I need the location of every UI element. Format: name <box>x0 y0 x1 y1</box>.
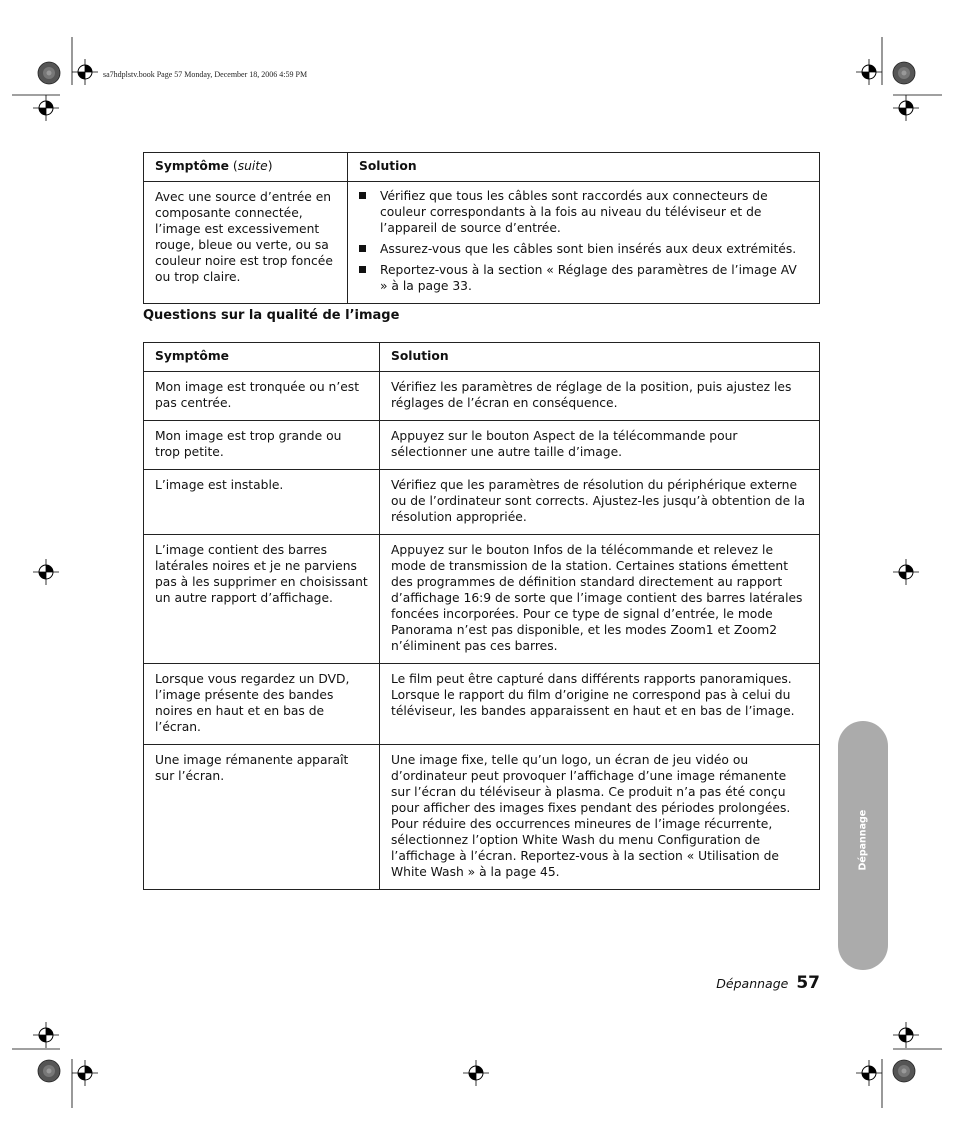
symptom-cell: Mon image est trop grande ou trop petite. <box>144 421 380 470</box>
table-header-row <box>144 343 820 372</box>
crosshair-icon <box>893 95 919 121</box>
image-quality-table <box>143 342 820 890</box>
solution-cell: Vérifiez que les paramètres de résolution du périphérique externe ou de l’ordinateur sont corrects. Ajustez-les jusqu’à obtention de la résolution appropriée. <box>380 470 820 535</box>
registration-disc-icon <box>38 1060 60 1082</box>
solution-cell: Appuyez sur le bouton Aspect de la télécommande pour sélectionner une autre taille d’image. <box>380 421 820 470</box>
symptom-cell: Une image rémanente apparaît sur l’écran. <box>144 745 380 890</box>
table-header-row <box>144 153 820 182</box>
chapter-side-tab-label: Dépannage <box>857 809 869 871</box>
registration-disc-icon <box>893 62 915 84</box>
footer-section-label: Dépannage <box>716 976 789 991</box>
solution-cell: Vérifiez les paramètres de réglage de la position, puis ajustez les réglages de l’écran en conséquence. <box>380 372 820 421</box>
bullet-square-icon <box>359 192 366 199</box>
table-row <box>144 182 820 304</box>
crosshair-icon <box>33 559 59 585</box>
table-row <box>144 745 820 890</box>
crosshair-icon <box>463 1060 489 1086</box>
solution-bullet: Reportez-vous à la section « Réglage des paramètres de l’image AV » à la page 33. <box>359 262 808 294</box>
crosshair-icon <box>33 95 59 121</box>
crosshair-icon <box>72 59 98 85</box>
solution-bullet: Assurez-vous que les câbles sont bien insérés aux deux extrémités. <box>359 241 808 257</box>
print-header: sa7hdplstv.book Page 57 Monday, December 18, 2006 4:59 PM <box>103 70 308 79</box>
table-row <box>144 470 820 535</box>
solution-column-header: Solution <box>348 153 820 182</box>
symptom-column-header: Symptôme (suite) <box>144 153 348 182</box>
symptom-table-continued <box>143 152 820 304</box>
table-row <box>144 535 820 664</box>
solution-cell: Appuyez sur le bouton Infos de la télécommande et relevez le mode de transmission de la station. Certaines stations émettent des programmes de définition standard directement au rapport d’affichage 16:9 de sorte que l’image contient des barres latérales foncées incorporées. Pour ce type de signal d’entrée, le mode Panorama n’est pas disponible, et les modes Zoom1 et Zoom2 n’éliminent pas ces barres. <box>380 535 820 664</box>
symptom-cell: L’image est instable. <box>144 470 380 535</box>
crosshair-icon <box>856 1060 882 1086</box>
table-row <box>144 664 820 745</box>
page-footer <box>716 973 820 993</box>
symptom-column-header: Symptôme <box>144 343 380 372</box>
symptom-cell: Avec une source d’entrée en composante connectée, l’image est excessivement rouge, bleue ou verte, ou sa couleur noire est trop foncée ou trop claire. <box>144 182 348 304</box>
crosshair-icon <box>33 1022 59 1048</box>
solution-cell: Une image fixe, telle qu’un logo, un écran de jeu vidéo ou d’ordinateur peut provoquer l’affichage d’une image rémanente sur l’écran du téléviseur à plasma. Ce produit n’a pas été conçu pour afficher des images fixes pendant des périodes prolongées. Pour réduire des occurrences mineures de l’image récurrente, sélectionnez l’option White Wash du menu Configuration de l’affichage à l’écran. Reportez-vous à la section « Utilisation de White Wash » à la page 45. <box>380 745 820 890</box>
crosshair-icon <box>893 559 919 585</box>
section-title: Questions sur la qualité de l’image <box>143 308 400 323</box>
registration-disc-icon <box>38 62 60 84</box>
solution-column-header: Solution <box>380 343 820 372</box>
symptom-cell: Mon image est tronquée ou n’est pas centrée. <box>144 372 380 421</box>
symptom-cell: Lorsque vous regardez un DVD, l’image présente des bandes noires en haut et en bas de l’écran. <box>144 664 380 745</box>
crosshair-icon <box>856 59 882 85</box>
crosshair-icon <box>72 1060 98 1086</box>
registration-disc-icon <box>893 1060 915 1082</box>
table-row <box>144 372 820 421</box>
solution-bullet: Vérifiez que tous les câbles sont raccordés aux connecteurs de couleur correspondants à la fois au niveau du téléviseur et de l’appareil de source d’entrée. <box>359 188 808 236</box>
bullet-square-icon <box>359 266 366 273</box>
page-number: 57 <box>796 973 820 993</box>
crosshair-icon <box>893 1022 919 1048</box>
solution-cell: Le film peut être capturé dans différents rapports panoramiques. Lorsque le rapport du film d’origine ne correspond pas à celui du téléviseur, les bandes apparaissent en haut et en bas de l’image. <box>380 664 820 745</box>
bullet-square-icon <box>359 245 366 252</box>
symptom-cell: L’image contient des barres latérales noires et je ne parviens pas à les supprimer en choisissant un autre rapport d’affichage. <box>144 535 380 664</box>
solution-cell <box>348 182 820 304</box>
table-row <box>144 421 820 470</box>
